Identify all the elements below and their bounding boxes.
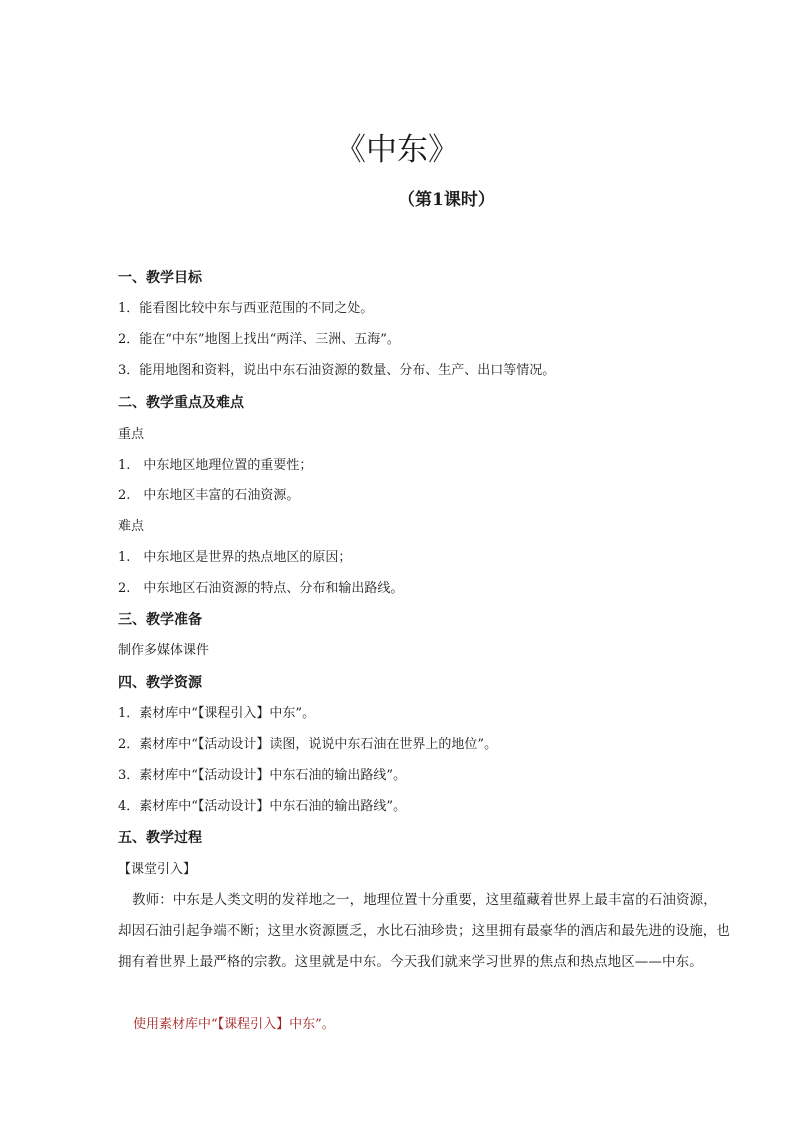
section-heading-preparation: 三、教学准备 [118, 612, 202, 628]
page-subtitle: （第1课时） [398, 190, 495, 210]
section-heading-objectives: 一、教学目标 [118, 270, 202, 286]
key-points-label: 重点 [118, 427, 145, 442]
resource-item: 3．素材库中“【活动设计】中东石油的输出路线”。 [118, 768, 407, 783]
resource-usage-note: 使用素材库中“【课程引入】中东”。 [133, 1017, 335, 1032]
section-heading-key-points: 二、教学重点及难点 [118, 395, 244, 411]
objective-item: 1．能看图比较中东与西亚范围的不同之处。 [118, 301, 374, 316]
objective-item: 2．能在“中东”地图上找出“两洋、三洲、五海”。 [118, 332, 400, 347]
page-title: 《中东》 [335, 132, 459, 168]
resource-item: 1．素材库中“【课程引入】中东”。 [118, 706, 316, 721]
intro-paragraph: 教师：中东是人类文明的发祥地之一，地理位置十分重要，这里蕴藏着世界上最丰富的石油资源，却因石油引起争端不断；这里水资源匮乏，水比石油珍贵；这里拥有最豪华的酒店和最先进的设施，也拥有着世界上最严格的宗教。这里就是中东。今天我们就来学习世界的焦点和热点地区——中东。 [118, 892, 730, 970]
resource-item: 2．素材库中“【活动设计】读图，说说中东石油在世界上的地位”。 [118, 737, 498, 752]
key-point-item: 2. 中东地区丰富的石油资源。 [118, 488, 300, 503]
key-point-item: 1. 中东地区地理位置的重要性； [118, 458, 313, 473]
intro-label: 【课堂引入】 [118, 862, 197, 877]
section-heading-process: 五、教学过程 [118, 830, 202, 846]
resource-item: 4．素材库中“【活动设计】中东石油的输出路线”。 [118, 799, 407, 814]
objective-item: 3．能用地图和资料，说出中东石油资源的数量、分布、生产、出口等情况。 [118, 363, 556, 378]
difficulty-item: 2. 中东地区石油资源的特点、分布和输出路线。 [118, 581, 404, 596]
section-heading-resources: 四、教学资源 [118, 675, 202, 691]
difficulty-item: 1. 中东地区是世界的热点地区的原因； [118, 550, 352, 565]
difficulty-label: 难点 [118, 519, 145, 534]
preparation-text: 制作多媒体课件 [118, 643, 210, 658]
